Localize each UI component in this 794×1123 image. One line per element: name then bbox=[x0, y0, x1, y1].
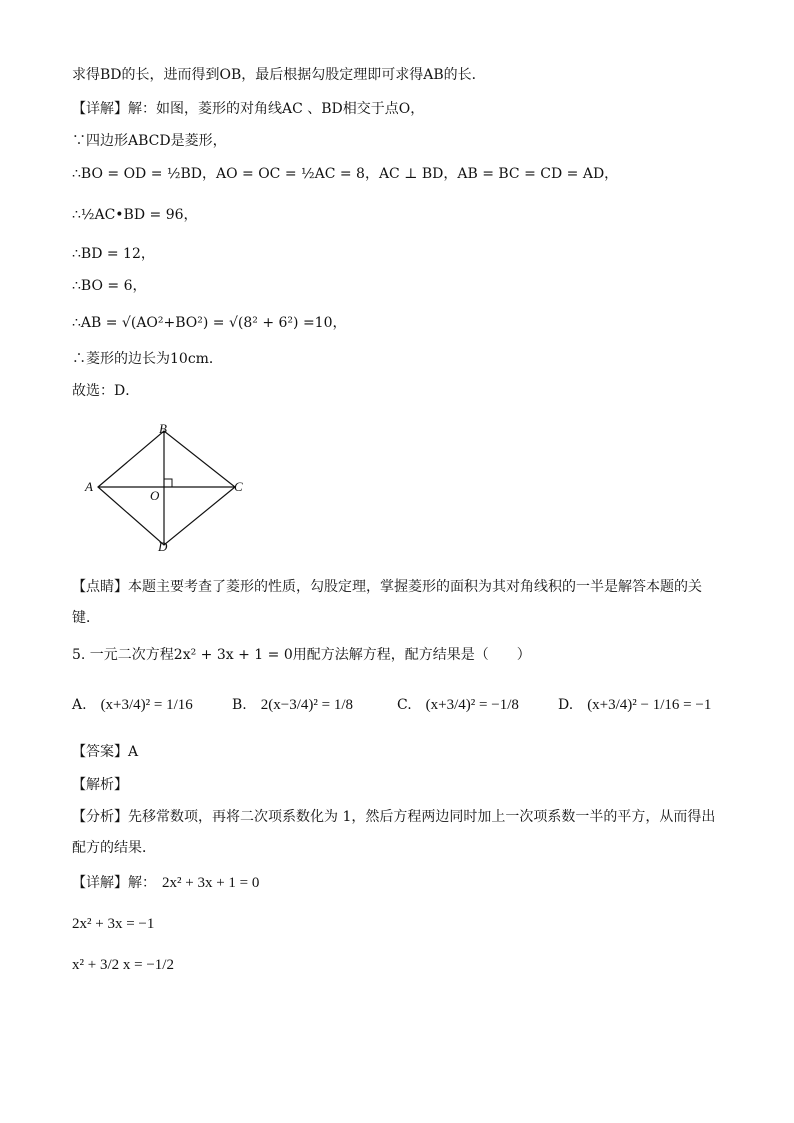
label-b: B bbox=[159, 421, 167, 436]
option-b-expr: 2(x−3/4)² = 1/8 bbox=[260, 696, 353, 713]
comment-tag: 【点睛】 bbox=[72, 579, 128, 595]
line-8-text: ∴AB = √(AO²+BO²) = √(8² + 6²) =10， bbox=[72, 315, 347, 331]
text-line-10 bbox=[72, 381, 139, 401]
line-3-text: ∵四边形ABCD是菱形， bbox=[72, 133, 227, 149]
comment-text-2: 键． bbox=[72, 610, 100, 626]
line-9-text: ∴菱形的边长为10cm． bbox=[72, 351, 223, 367]
detail-tag: 【详解】 bbox=[72, 101, 128, 117]
option-c-expr: (x+3/4)² = −1/8 bbox=[425, 696, 519, 713]
option-d-expr: (x+3/4)² − 1/16 = −1 bbox=[587, 696, 712, 713]
line-5-text: ∴½AC•BD = 96， bbox=[72, 207, 198, 223]
xiangjie-tag: 【详解】 bbox=[72, 875, 128, 891]
analysis-line bbox=[72, 775, 128, 795]
answer-tag: 【答案】 bbox=[72, 744, 128, 760]
option-b bbox=[232, 683, 353, 727]
rhombus-diagram bbox=[80, 418, 260, 558]
text-line-6 bbox=[72, 244, 155, 264]
label-a: A bbox=[85, 479, 93, 494]
answer-value: A bbox=[128, 744, 139, 760]
text-line-2 bbox=[72, 99, 424, 119]
text-line-4 bbox=[72, 164, 618, 184]
text-line-9 bbox=[72, 349, 223, 369]
option-c-letter: C. bbox=[397, 697, 412, 713]
option-c bbox=[397, 683, 519, 727]
fenxi-text-2: 配方的结果． bbox=[72, 840, 156, 856]
equation-1: 2x² + 3x + 1 = 0 bbox=[162, 875, 260, 891]
line-6-text: ∴BD = 12， bbox=[72, 246, 155, 262]
option-a-letter: A. bbox=[72, 697, 87, 713]
comment-line-2 bbox=[72, 608, 100, 628]
fenxi-text-1: 先移常数项，再将二次项系数化为 1，然后方程两边同时加上一次项系数一半的平方，从而得出 bbox=[128, 809, 716, 825]
xiangjie-text: 解： bbox=[128, 875, 156, 891]
rhombus-outline bbox=[98, 431, 235, 545]
xiangjie-line bbox=[72, 873, 259, 893]
question-5 bbox=[72, 645, 531, 665]
equation-2-line bbox=[72, 914, 154, 934]
label-d: D bbox=[158, 539, 168, 554]
line-4-text: ∴BO = OD = ½BD，AO = OC = ½AC = 8，AC ⊥ BD，AB = BC = CD = AD， bbox=[72, 166, 619, 182]
option-d bbox=[558, 683, 711, 727]
label-c: C bbox=[234, 479, 243, 494]
equation-3: x² + 3/2 x = −1/2 bbox=[72, 957, 174, 973]
comment-line-1 bbox=[72, 577, 702, 597]
question-5-text: 5. 一元二次方程2x² + 3x + 1 = 0用配方法解方程，配方结果是（ ） bbox=[72, 647, 531, 663]
fenxi-tag: 【分析】 bbox=[72, 809, 128, 825]
fenxi-line-2 bbox=[72, 838, 156, 858]
text-line-7 bbox=[72, 276, 146, 296]
option-d-letter: D. bbox=[558, 697, 574, 713]
text-line-8 bbox=[72, 313, 347, 333]
line-1-text: 求得BD的长，进而得到OB，最后根据勾股定理即可求得AB的长． bbox=[72, 67, 486, 83]
text-line-3 bbox=[72, 131, 227, 151]
right-angle-mark bbox=[164, 479, 172, 487]
option-a-expr: (x+3/4)² = 1/16 bbox=[100, 696, 193, 713]
comment-text-1: 本题主要考查了菱形的性质，勾股定理，掌握菱形的面积为其对角线积的一半是解答本题的关 bbox=[128, 579, 702, 595]
label-o: O bbox=[150, 488, 160, 503]
equation-2: 2x² + 3x = −1 bbox=[72, 916, 155, 932]
text-line-5 bbox=[72, 205, 198, 225]
fenxi-line-1 bbox=[72, 807, 715, 827]
answer-line bbox=[72, 742, 138, 762]
analysis-tag: 【解析】 bbox=[72, 777, 128, 793]
option-a bbox=[72, 683, 193, 727]
line-7-text: ∴BO = 6， bbox=[72, 278, 147, 294]
line-10-text: 故选：D． bbox=[72, 383, 140, 399]
text-line-1 bbox=[72, 65, 486, 85]
equation-3-line bbox=[72, 955, 174, 975]
line-2-text: 解：如图，菱形的对角线AC 、BD相交于点O， bbox=[128, 101, 425, 117]
option-b-letter: B. bbox=[232, 697, 247, 713]
